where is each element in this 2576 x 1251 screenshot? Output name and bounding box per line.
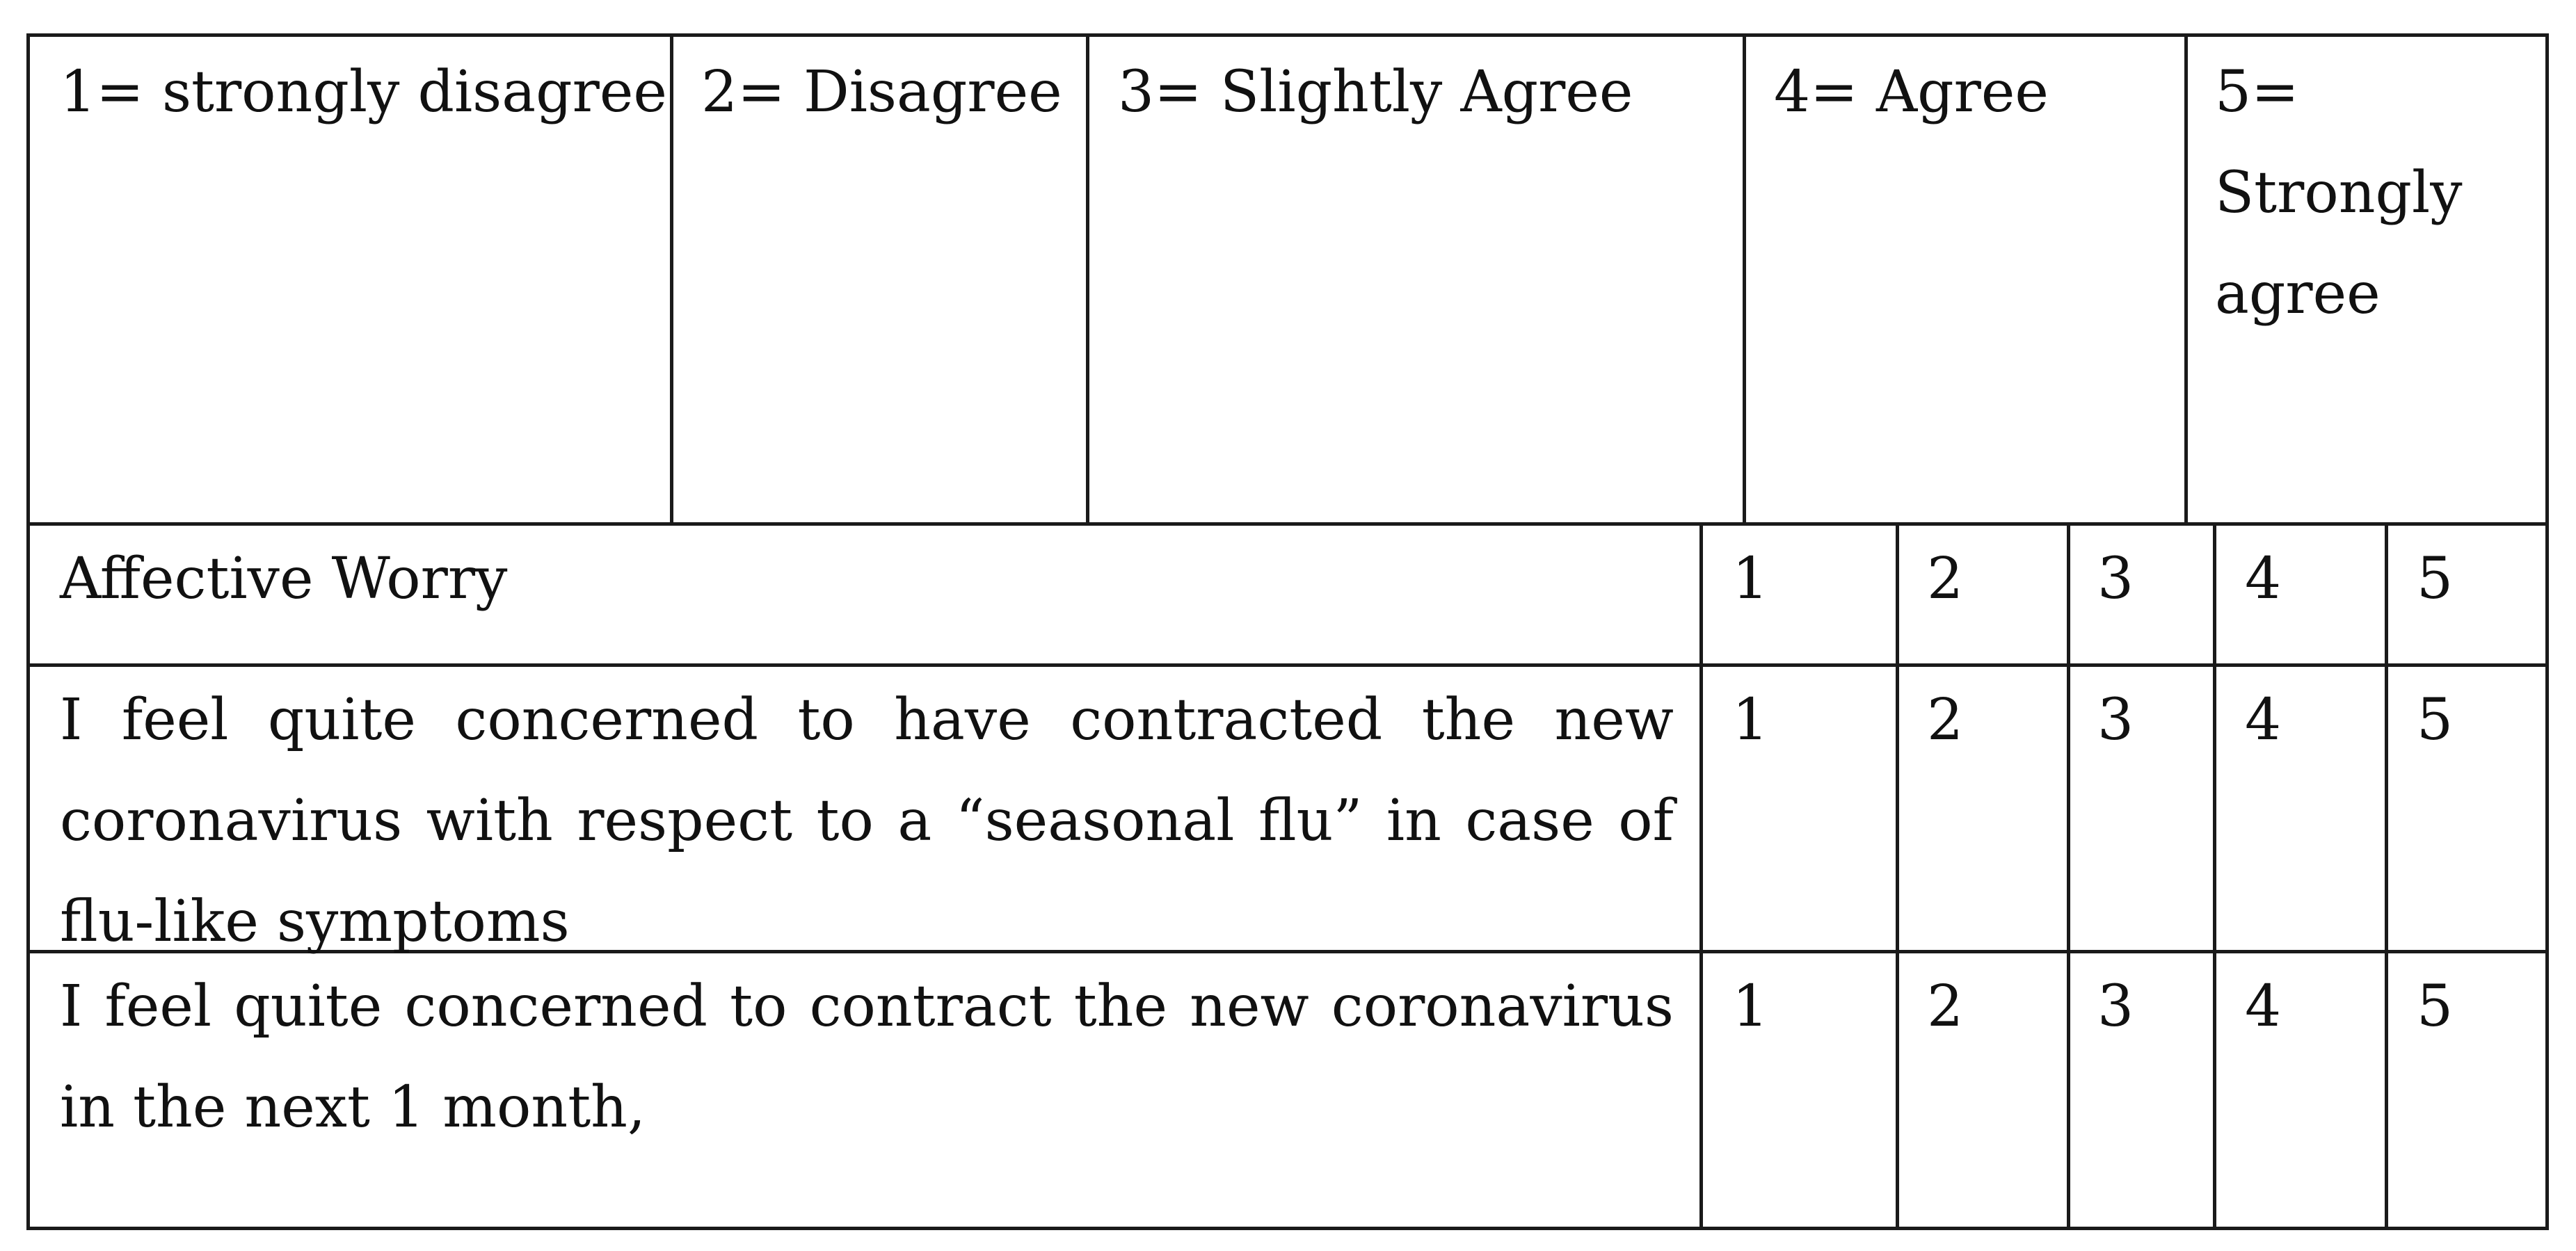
rating-column-divider <box>1896 522 1899 1230</box>
scale-label-1: 1= strongly disagree <box>60 59 667 125</box>
scale-label-3: 3= Slightly Agree <box>1118 59 1633 125</box>
scale-label-5: 5= Strongly agree <box>2215 59 2463 327</box>
section-option-5: 5 <box>2417 546 2454 612</box>
header-divider <box>2184 33 2188 526</box>
item-statement: I feel quite concerned to contract the new coronavirus in the next 1 month, <box>60 974 1674 1140</box>
scale-label-2: 2= Disagree <box>701 59 1062 125</box>
section-option-2: 2 <box>1927 546 1964 612</box>
item-option-4[interactable]: 4 <box>2245 687 2282 753</box>
item-option-5[interactable]: 5 <box>2417 974 2454 1040</box>
section-option-3: 3 <box>2097 546 2134 612</box>
section-option-1: 1 <box>1732 546 1769 612</box>
item-option-1[interactable]: 1 <box>1732 687 1769 753</box>
header-divider <box>1743 33 1746 526</box>
section-option-4: 4 <box>2245 546 2282 612</box>
item-option-3[interactable]: 3 <box>2097 974 2134 1040</box>
rating-column-divider <box>1699 522 1703 1230</box>
item-statement: I feel quite concerned to have contracted the new coronavirus with respect to a “seasonal flu” in case of flu-like symptoms <box>60 687 1674 955</box>
rating-column-divider <box>2385 522 2388 1230</box>
item-option-2[interactable]: 2 <box>1927 687 1964 753</box>
item-option-1[interactable]: 1 <box>1732 974 1769 1040</box>
row-divider <box>26 522 2549 526</box>
section-title: Affective Worry <box>60 546 508 612</box>
item-option-5[interactable]: 5 <box>2417 687 2454 753</box>
rating-column-divider <box>2067 522 2070 1230</box>
rating-column-divider <box>2213 522 2216 1230</box>
header-divider <box>1086 33 1089 526</box>
header-divider <box>670 33 673 526</box>
item-option-2[interactable]: 2 <box>1927 974 1964 1040</box>
item-option-3[interactable]: 3 <box>2097 687 2134 753</box>
item-option-4[interactable]: 4 <box>2245 974 2282 1040</box>
scale-label-4: 4= Agree <box>1774 59 2049 125</box>
row-divider <box>26 663 2549 667</box>
